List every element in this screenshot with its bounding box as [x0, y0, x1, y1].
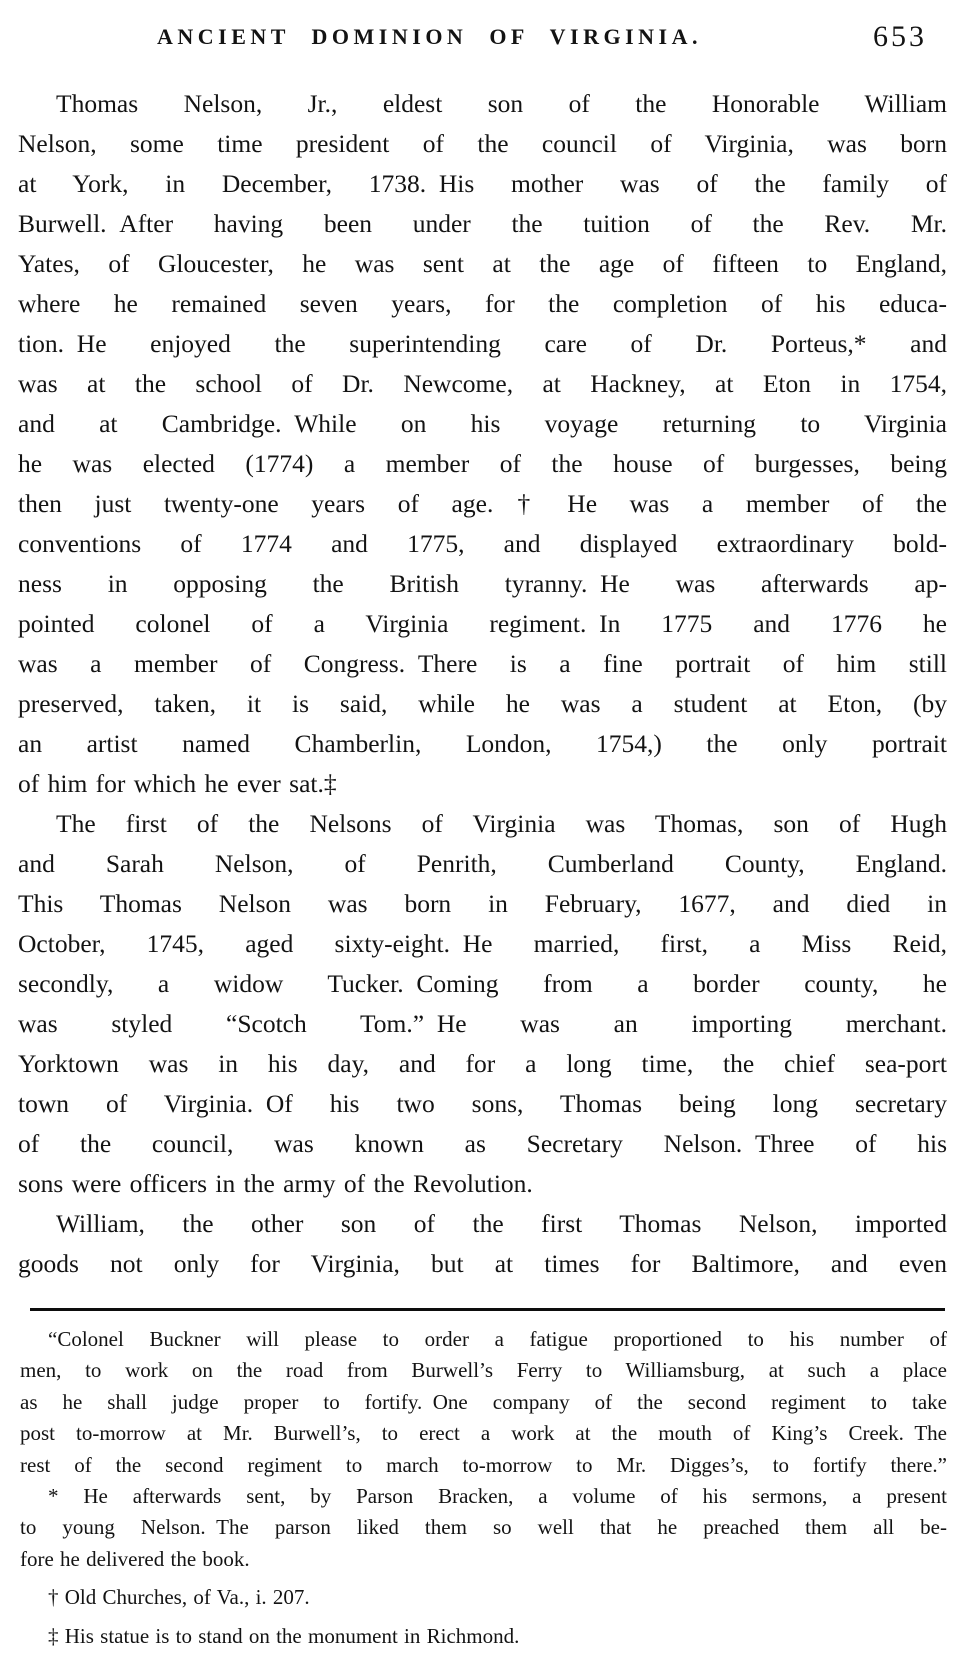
text-line: post to-morrow at Mr. Burwell’s, to erect a work at the mouth of King’s Creek. The — [20, 1421, 947, 1446]
text-line: was styled “Scotch Tom.” He was an importing merchant. — [18, 1009, 947, 1038]
running-title: ANCIENT DOMINION OF VIRGINIA. — [156, 24, 703, 49]
paragraph — [18, 84, 947, 804]
text-line: pointed colonel of a Virginia regiment. In 1775 and 1776 he — [18, 609, 947, 638]
text-line: Nelson, some time president of the council of Virginia, was born — [18, 129, 947, 158]
paragraph — [20, 1582, 947, 1613]
text-line: of the council, was known as Secretary Nelson. Three of his — [18, 1129, 947, 1158]
body-text — [18, 84, 947, 1284]
text-line: fore he delivered the book. — [20, 1546, 250, 1571]
text-line: Thomas Nelson, Jr., eldest son of the Honorable William — [56, 89, 947, 118]
text-line: goods not only for Virginia, but at times for Baltimore, and even — [18, 1249, 947, 1278]
page-header — [0, 20, 969, 60]
text-line: sons were officers in the army of the Revolution. — [18, 1169, 533, 1198]
paragraph — [20, 1481, 947, 1575]
text-line: and Sarah Nelson, of Penrith, Cumberland County, England. — [18, 849, 947, 878]
paragraph — [18, 1204, 947, 1284]
text-line: secondly, a widow Tucker. Coming from a border county, he — [18, 969, 947, 998]
text-line: Burwell. After having been under the tuition of the Rev. Mr. — [18, 209, 947, 238]
text-line: ‡ His statue is to stand on the monument in Richmond. — [48, 1623, 520, 1648]
text-line: as he shall judge proper to fortify. One company of the second regiment to take — [20, 1389, 947, 1414]
text-line: The first of the Nelsons of Virginia was Thomas, son of Hugh — [56, 809, 947, 838]
paragraph — [18, 804, 947, 1204]
text-line: men, to work on the road from Burwell’s Ferry to Williamsburg, at such a place — [20, 1358, 947, 1383]
text-line: William, the other son of the first Thomas Nelson, imported — [56, 1209, 947, 1238]
paragraph — [20, 1324, 947, 1481]
text-line: preserved, taken, it is said, while he was a student at Eton, (by — [18, 689, 947, 718]
text-line: was at the school of Dr. Newcome, at Hackney, at Eton in 1754, — [18, 369, 947, 398]
text-line: he was elected (1774) a member of the house of burgesses, being — [18, 449, 947, 478]
text-line: town of Virginia. Of his two sons, Thomas being long secretary — [18, 1089, 947, 1118]
text-line: an artist named Chamberlin, London, 1754,) the only portrait — [18, 729, 947, 758]
text-line: tion. He enjoyed the superintending care of Dr. Porteus,* and — [18, 329, 947, 358]
text-line: † Old Churches, of Va., i. 207. — [48, 1585, 310, 1610]
text-line: rest of the second regiment to march to-morrow to Mr. Digges’s, to fortify there.” — [20, 1452, 947, 1477]
paragraph — [20, 1621, 947, 1652]
text-line: This Thomas Nelson was born in February, 1677, and died in — [18, 889, 947, 918]
text-line: * He afterwards sent, by Parson Bracken, a volume of his sermons, a present — [48, 1483, 947, 1508]
text-line: “Colonel Buckner will please to order a fatigue proportioned to his number of — [48, 1327, 947, 1351]
text-line: was a member of Congress. There is a fine portrait of him still — [18, 649, 947, 678]
text-line: conventions of 1774 and 1775, and displayed extraordinary bold- — [18, 529, 947, 558]
footnotes — [20, 1324, 947, 1652]
page-number: 653 — [873, 20, 927, 53]
text-line: then just twenty-one years of age.† He was a member of the — [18, 489, 947, 518]
text-line: ness in opposing the British tyranny. He was afterwards ap- — [18, 569, 947, 598]
text-line: where he remained seven years, for the completion of his educa- — [18, 289, 947, 318]
text-line: Yates, of Gloucester, he was sent at the age of fifteen to England, — [18, 249, 947, 278]
text-line: Yorktown was in his day, and for a long time, the chief sea-port — [18, 1049, 947, 1078]
footnote-separator-rule — [30, 1308, 945, 1311]
text-line: to young Nelson. The parson liked them so well that he preached them all be- — [20, 1515, 947, 1540]
text-line: and at Cambridge. While on his voyage returning to Virginia — [18, 409, 947, 438]
text-line: of him for which he ever sat.‡ — [18, 769, 337, 798]
text-line: at York, in December, 1738. His mother was of the family of — [18, 169, 947, 198]
text-line: October, 1745, aged sixty-eight. He married, first, a Miss Reid, — [18, 929, 947, 958]
